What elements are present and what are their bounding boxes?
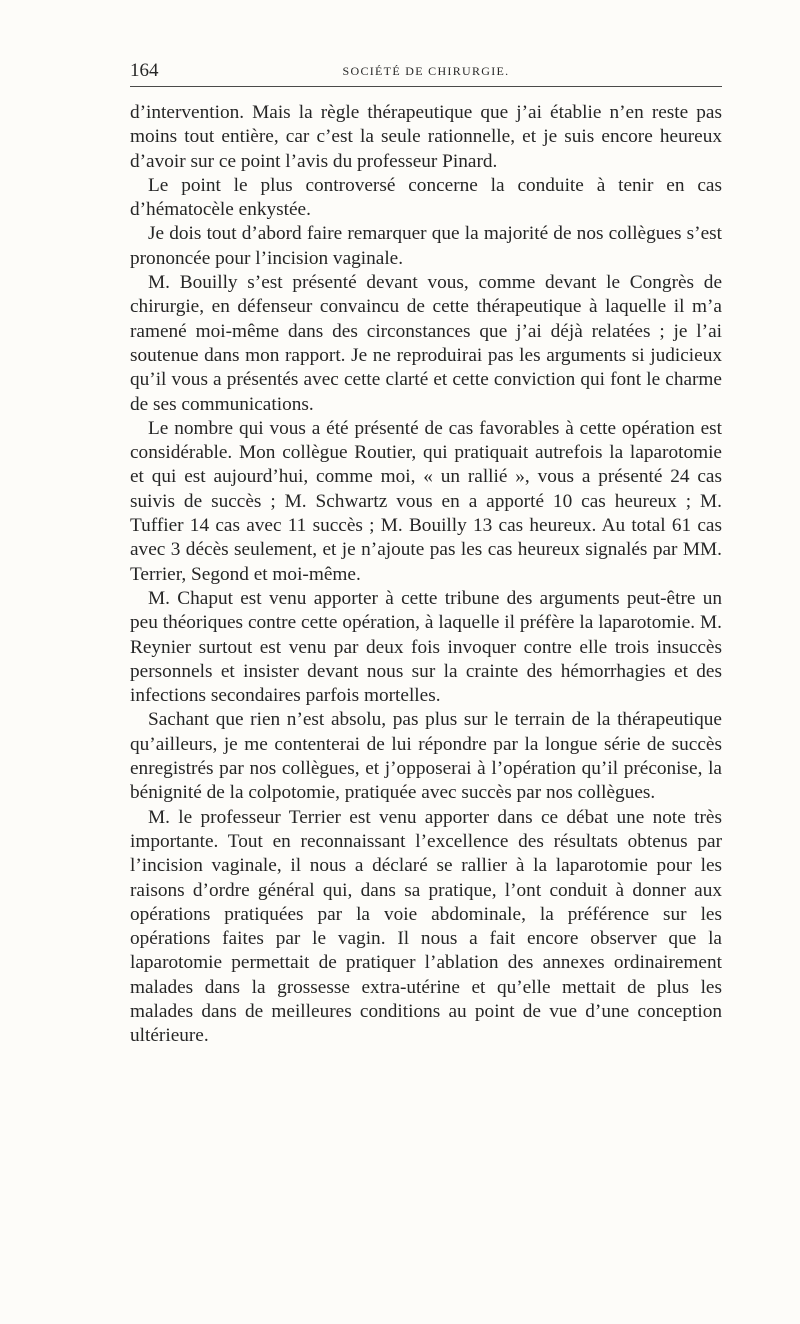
book-page (130, 60, 722, 1049)
paragraph: Le point le plus controversé concerne la conduite à tenir en cas d’hématocèle enkystée. (130, 174, 722, 221)
paragraph: M. Bouilly s’est présenté devant vous, comme devant le Congrès de chirurgie, en défenseur convaincu de cette thérapeutique à laquelle il m’a ramené moi-même dans des circonstances que j’ai déjà relatées ; je l’ai soutenue dans mon rapport. Je ne reproduirai pas les arguments si judicieux qu’il vous a présentés avec cette clarté et cette conviction qui font le charme de ses communications. (130, 272, 722, 415)
running-head (130, 60, 722, 87)
running-title: SOCIÉTÉ DE CHIRURGIE. (342, 64, 510, 78)
paragraph: M. le professeur Terrier est venu apporter dans ce débat une note très importante. Tout en reconnaissant l’excellence des résultats obtenus par l’incision vaginale, il nous a déclaré se rallier à la laparotomie pour les raisons d’ordre général qui, dans sa pratique, l’ont conduit à donner aux opérations pratiquées par la voie abdominale, la préférence sur les opérations faites par le vagin. Il nous a fait encore observer que la laparotomie permettait de pratiquer l’ablation des annexes ordinairement malades dans la grossesse extra-utérine et qu’elle mettait de plus les malades dans de meilleures conditions au point de vue d’une conception ultérieure. (130, 806, 722, 1047)
paragraph: Je dois tout d’abord faire remarquer que la majorité de nos collègues s’est prononcée pour l’incision vaginale. (130, 223, 722, 269)
paragraph: d’intervention. Mais la règle thérapeutique que j’ai établie n’en reste pas moins tout entière, car c’est la seule rationnelle, et je suis encore heureux d’avoir sur ce point l’avis du professeur Pinard. (130, 102, 722, 172)
page-number: 164 (130, 60, 159, 81)
paragraph: Le nombre qui vous a été présenté de cas favorables à cette opération est considérable. Mon collègue Routier, qui pratiquait autrefois la laparotomie et qui est aujourd’hui, comme moi, « un rallié », vous a présenté 24 cas suivis de succès ; M. Schwartz vous en a apporté 10 cas heureux ; M. Tuffier 14 cas avec 11 succès ; M. Bouilly 13 cas heureux. Au total 61 cas avec 3 décès seulement, et je n’ajoute pas les cas heureux signalés par MM. Terrier, Segond et moi-même. (130, 417, 722, 585)
paragraph: M. Chaput est venu apporter à cette tribune des arguments peut-être un peu théoriques contre cette opération, à laquelle il préfère la laparotomie. M. Reynier surtout est venu par deux fois invoquer contre elle trois insuccès personnels et insister devant nous sur la crainte des hémorrhagies et des infections secondaires parfois mortelles. (130, 587, 722, 707)
body-text (130, 101, 722, 1049)
paragraph: Sachant que rien n’est absolu, pas plus sur le terrain de la thérapeutique qu’ailleurs, je me contenterai de lui répondre par la longue série de succès enregistrés par nos collègues, et j’opposerai à l’opération qu’il préconise, la bénignité de la colpotomie, pratiquée avec succès par nos collègues. (130, 709, 722, 804)
